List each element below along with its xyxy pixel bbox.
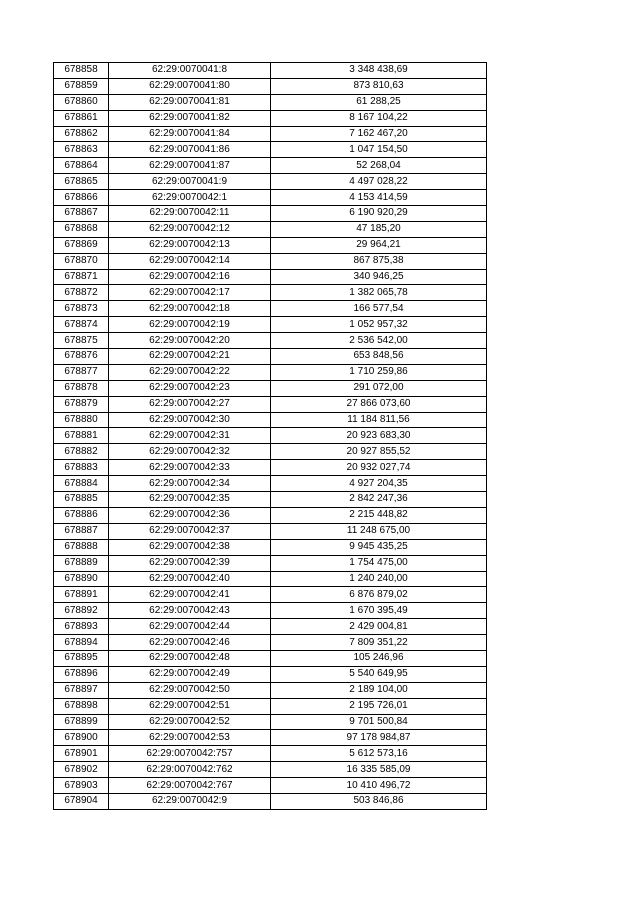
cadastral-value-cell: 3 348 438,69 [271,63,487,79]
row-number-cell: 678898 [54,698,109,714]
cadastral-number-cell: 62:29:0070042:32 [109,444,271,460]
row-number-cell: 678874 [54,317,109,333]
row-number-cell: 678883 [54,460,109,476]
cadastral-value-cell: 4 927 204,35 [271,476,487,492]
cadastral-number-cell: 62:29:0070042:23 [109,380,271,396]
cadastral-number-cell: 62:29:0070042:38 [109,539,271,555]
table-row [54,666,487,682]
cadastral-number-cell: 62:29:0070042:13 [109,237,271,253]
cadastral-value-cell: 1 052 957,32 [271,317,487,333]
row-number-cell: 678886 [54,507,109,523]
cadastral-number-cell: 62:29:0070042:27 [109,396,271,412]
table-row [54,587,487,603]
table-row [54,619,487,635]
row-number-cell: 678900 [54,730,109,746]
cadastral-number-cell: 62:29:0070041:81 [109,94,271,110]
cadastral-value-cell: 1 047 154,50 [271,142,487,158]
cadastral-value-cell: 340 946,25 [271,269,487,285]
row-number-cell: 678903 [54,778,109,794]
cadastral-number-cell: 62:29:0070042:19 [109,317,271,333]
row-number-cell: 678882 [54,444,109,460]
row-number-cell: 678893 [54,619,109,635]
table-row [54,78,487,94]
row-number-cell: 678878 [54,380,109,396]
cadastral-value-cell: 2 842 247,36 [271,492,487,508]
row-number-cell: 678895 [54,650,109,666]
table-row [54,762,487,778]
cadastral-value-cell: 291 072,00 [271,380,487,396]
cadastral-value-cell: 16 335 585,09 [271,762,487,778]
table-row [54,730,487,746]
table-row [54,444,487,460]
cadastral-value-cell: 20 927 855,52 [271,444,487,460]
table-row [54,698,487,714]
table-row [54,158,487,174]
cadastral-number-cell: 62:29:0070042:34 [109,476,271,492]
table-row [54,412,487,428]
cadastral-value-cell: 1 754 475,00 [271,555,487,571]
cadastral-value-cell: 1 240 240,00 [271,571,487,587]
cadastral-number-cell: 62:29:0070041:84 [109,126,271,142]
row-number-cell: 678869 [54,237,109,253]
row-number-cell: 678872 [54,285,109,301]
table-row [54,746,487,762]
cadastral-number-cell: 62:29:0070042:1 [109,190,271,206]
cadastral-number-cell: 62:29:0070042:18 [109,301,271,317]
cadastral-value-cell: 873 810,63 [271,78,487,94]
row-number-cell: 678862 [54,126,109,142]
table-row [54,63,487,79]
row-number-cell: 678863 [54,142,109,158]
cadastral-value-cell: 52 268,04 [271,158,487,174]
table-row [54,635,487,651]
row-number-cell: 678865 [54,174,109,190]
cadastral-value-cell: 653 848,56 [271,349,487,365]
cadastral-number-cell: 62:29:0070042:767 [109,778,271,794]
table-row [54,142,487,158]
table-row [54,778,487,794]
table-row [54,301,487,317]
table-row [54,380,487,396]
table-row [54,110,487,126]
table-row [54,603,487,619]
table-row [54,714,487,730]
cadastral-number-cell: 62:29:0070042:43 [109,603,271,619]
row-number-cell: 678877 [54,364,109,380]
row-number-cell: 678894 [54,635,109,651]
row-number-cell: 678860 [54,94,109,110]
row-number-cell: 678861 [54,110,109,126]
table-row [54,237,487,253]
cadastral-number-cell: 62:29:0070042:36 [109,507,271,523]
table-row [54,428,487,444]
cadastral-value-cell: 105 246,96 [271,650,487,666]
cadastral-value-cell: 97 178 984,87 [271,730,487,746]
cadastral-number-cell: 62:29:0070041:8 [109,63,271,79]
cadastral-number-cell: 62:29:0070042:20 [109,333,271,349]
cadastral-number-cell: 62:29:0070041:82 [109,110,271,126]
table-row [54,269,487,285]
row-number-cell: 678858 [54,63,109,79]
row-number-cell: 678902 [54,762,109,778]
row-number-cell: 678904 [54,793,109,809]
cadastral-number-cell: 62:29:0070042:757 [109,746,271,762]
table-row [54,793,487,809]
cadastral-value-table [53,62,487,810]
table-row [54,396,487,412]
cadastral-value-cell: 47 185,20 [271,221,487,237]
cadastral-value-cell: 7 162 467,20 [271,126,487,142]
cadastral-number-cell: 62:29:0070042:37 [109,523,271,539]
cadastral-value-cell: 9 701 500,84 [271,714,487,730]
cadastral-value-cell: 2 215 448,82 [271,507,487,523]
table-row [54,555,487,571]
table-row [54,253,487,269]
table-row [54,682,487,698]
table-row [54,492,487,508]
cadastral-value-cell: 5 540 649,95 [271,666,487,682]
cadastral-number-cell: 62:29:0070041:80 [109,78,271,94]
row-number-cell: 678880 [54,412,109,428]
cadastral-value-cell: 2 536 542,00 [271,333,487,349]
table-row [54,539,487,555]
cadastral-number-cell: 62:29:0070042:9 [109,793,271,809]
cadastral-value-cell: 1 382 065,78 [271,285,487,301]
cadastral-value-cell: 10 410 496,72 [271,778,487,794]
cadastral-value-cell: 6 190 920,29 [271,206,487,222]
cadastral-number-cell: 62:29:0070041:86 [109,142,271,158]
table-row [54,174,487,190]
cadastral-number-cell: 62:29:0070042:31 [109,428,271,444]
cadastral-value-cell: 2 429 004,81 [271,619,487,635]
row-number-cell: 678884 [54,476,109,492]
cadastral-value-cell: 5 612 573,16 [271,746,487,762]
row-number-cell: 678873 [54,301,109,317]
row-number-cell: 678875 [54,333,109,349]
cadastral-number-cell: 62:29:0070042:52 [109,714,271,730]
table-row [54,650,487,666]
cadastral-value-cell: 11 184 811,56 [271,412,487,428]
cadastral-number-cell: 62:29:0070042:53 [109,730,271,746]
cadastral-number-cell: 62:29:0070042:14 [109,253,271,269]
row-number-cell: 678890 [54,571,109,587]
cadastral-number-cell: 62:29:0070042:44 [109,619,271,635]
cadastral-value-cell: 9 945 435,25 [271,539,487,555]
table-row [54,317,487,333]
cadastral-number-cell: 62:29:0070042:30 [109,412,271,428]
table-row [54,476,487,492]
cadastral-value-cell: 29 964,21 [271,237,487,253]
cadastral-number-cell: 62:29:0070042:41 [109,587,271,603]
cadastral-number-cell: 62:29:0070042:48 [109,650,271,666]
cadastral-number-cell: 62:29:0070042:49 [109,666,271,682]
cadastral-value-cell: 2 189 104,00 [271,682,487,698]
cadastral-value-cell: 166 577,54 [271,301,487,317]
table-body [54,63,487,810]
cadastral-number-cell: 62:29:0070041:87 [109,158,271,174]
cadastral-value-cell: 8 167 104,22 [271,110,487,126]
row-number-cell: 678897 [54,682,109,698]
row-number-cell: 678885 [54,492,109,508]
row-number-cell: 678867 [54,206,109,222]
cadastral-value-cell: 1 710 259,86 [271,364,487,380]
table-row [54,523,487,539]
table-row [54,571,487,587]
cadastral-value-cell: 20 932 027,74 [271,460,487,476]
row-number-cell: 678870 [54,253,109,269]
row-number-cell: 678859 [54,78,109,94]
cadastral-number-cell: 62:29:0070042:11 [109,206,271,222]
row-number-cell: 678889 [54,555,109,571]
row-number-cell: 678887 [54,523,109,539]
cadastral-value-cell: 867 875,38 [271,253,487,269]
cadastral-value-cell: 20 923 683,30 [271,428,487,444]
cadastral-value-cell: 6 876 879,02 [271,587,487,603]
cadastral-value-cell: 4 497 028,22 [271,174,487,190]
table-row [54,190,487,206]
cadastral-number-cell: 62:29:0070042:46 [109,635,271,651]
row-number-cell: 678871 [54,269,109,285]
row-number-cell: 678892 [54,603,109,619]
row-number-cell: 678868 [54,221,109,237]
cadastral-value-cell: 503 846,86 [271,793,487,809]
cadastral-value-cell: 4 153 414,59 [271,190,487,206]
cadastral-number-cell: 62:29:0070042:51 [109,698,271,714]
cadastral-number-cell: 62:29:0070042:33 [109,460,271,476]
row-number-cell: 678888 [54,539,109,555]
cadastral-number-cell: 62:29:0070042:50 [109,682,271,698]
cadastral-number-cell: 62:29:0070042:39 [109,555,271,571]
cadastral-number-cell: 62:29:0070042:762 [109,762,271,778]
cadastral-value-cell: 61 288,25 [271,94,487,110]
cadastral-number-cell: 62:29:0070042:16 [109,269,271,285]
row-number-cell: 678864 [54,158,109,174]
cadastral-number-cell: 62:29:0070041:9 [109,174,271,190]
table-row [54,94,487,110]
row-number-cell: 678896 [54,666,109,682]
row-number-cell: 678901 [54,746,109,762]
cadastral-number-cell: 62:29:0070042:21 [109,349,271,365]
cadastral-value-cell: 7 809 351,22 [271,635,487,651]
table-row [54,349,487,365]
table-row [54,221,487,237]
cadastral-value-cell: 11 248 675,00 [271,523,487,539]
table-row [54,333,487,349]
row-number-cell: 678879 [54,396,109,412]
table-row [54,126,487,142]
table-row [54,460,487,476]
table-row [54,285,487,301]
table-row [54,206,487,222]
table-row [54,507,487,523]
cadastral-number-cell: 62:29:0070042:12 [109,221,271,237]
row-number-cell: 678866 [54,190,109,206]
table-row [54,364,487,380]
row-number-cell: 678881 [54,428,109,444]
row-number-cell: 678891 [54,587,109,603]
cadastral-number-cell: 62:29:0070042:22 [109,364,271,380]
cadastral-number-cell: 62:29:0070042:35 [109,492,271,508]
cadastral-number-cell: 62:29:0070042:17 [109,285,271,301]
cadastral-value-cell: 2 195 726,01 [271,698,487,714]
cadastral-number-cell: 62:29:0070042:40 [109,571,271,587]
row-number-cell: 678876 [54,349,109,365]
row-number-cell: 678899 [54,714,109,730]
cadastral-value-cell: 1 670 395,49 [271,603,487,619]
cadastral-value-cell: 27 866 073,60 [271,396,487,412]
